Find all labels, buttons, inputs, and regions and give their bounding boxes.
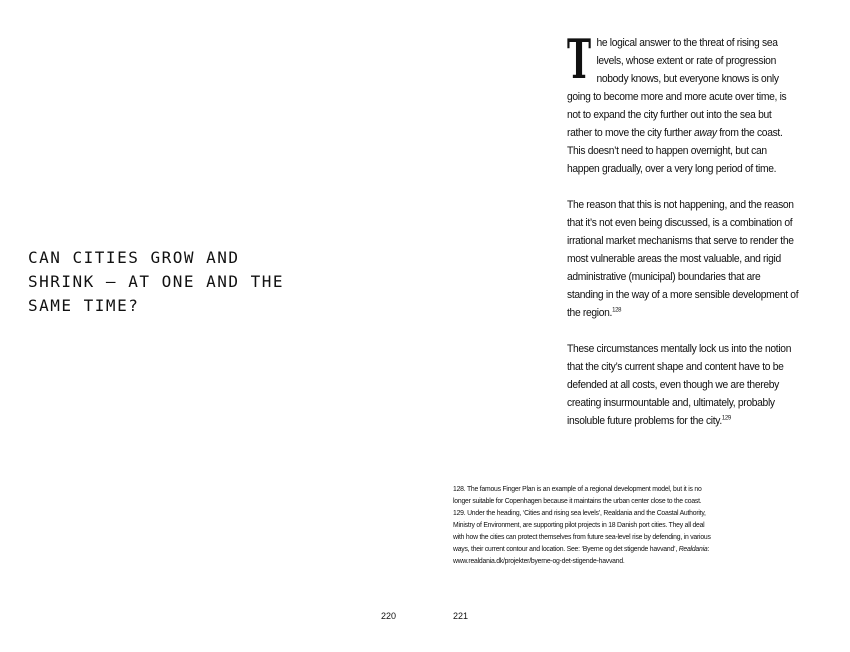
paragraph-1 [567,27,799,178]
footnote-129 [453,507,714,567]
footnote-128: 128. The famous Finger Plan is an example of a regional development model, but it is no longer suitable for Copenhagen because it maintains the urban center close to the coast. [453,484,702,505]
footnote-129-source: Realdania [678,544,708,553]
page-number-right: 221 [453,611,469,621]
note-ref-128[interactable]: 128 [612,306,622,314]
drop-cap: T [567,27,591,91]
paragraph-1-text-a: he logical answer to the threat of rising sea levels, whose extent or rate of progression nobody knows, but everyone knows is only going to become more and more acute over time, is not to expand the city further out into the sea but rather to move the city further [567,37,787,139]
footnotes [453,483,714,567]
chapter-heading: CAN CITIES GROW AND SHRINK – AT ONE AND THE SAME TIME? [28,248,285,315]
paragraph-3-text: These circumstances mentally lock us into the notion that the city’s current shape and content have to be defended at all costs, even though we are thereby creating insurmountable and, ultimately, probably insoluble future problems for the city. [567,343,792,427]
footnote-129-text-b: : www.realdania.dk/projekter/byerne-og-det-stigende-havvand. [453,544,710,565]
note-ref-129[interactable]: 129 [721,414,731,422]
paragraph-1-text-b: from the coast. This doesn’t need to happen overnight, but can happen gradually, over a very long period of time. [567,127,783,175]
paragraph-2 [567,196,799,322]
body-text-column [567,27,799,448]
paragraph-3 [567,340,799,430]
paragraph-2-text: The reason that this is not happening, and the reason that it’s not even being discussed, is a combination of irrational market mechanisms that serve to render the most vulnerable areas the most valuable, and rigid administrative (municipal) boundaries that are standing in the way of a more sensible development of the region. [567,199,799,319]
footnote-129-text-a: 129. Under the heading, ‘Cities and rising sea levels’, Realdania and the Coastal Authority, Ministry of Environment, are supporting pilot projects in 18 Danish port cities. They all deal with how the cities can protect themselves from future sea-level rise by defending, in various ways, their current contour and location. See: ‘Byerne og det stigende havvand’, [453,508,711,553]
emphasis-away: away [693,127,717,139]
page-number-left: 220 [381,611,397,621]
